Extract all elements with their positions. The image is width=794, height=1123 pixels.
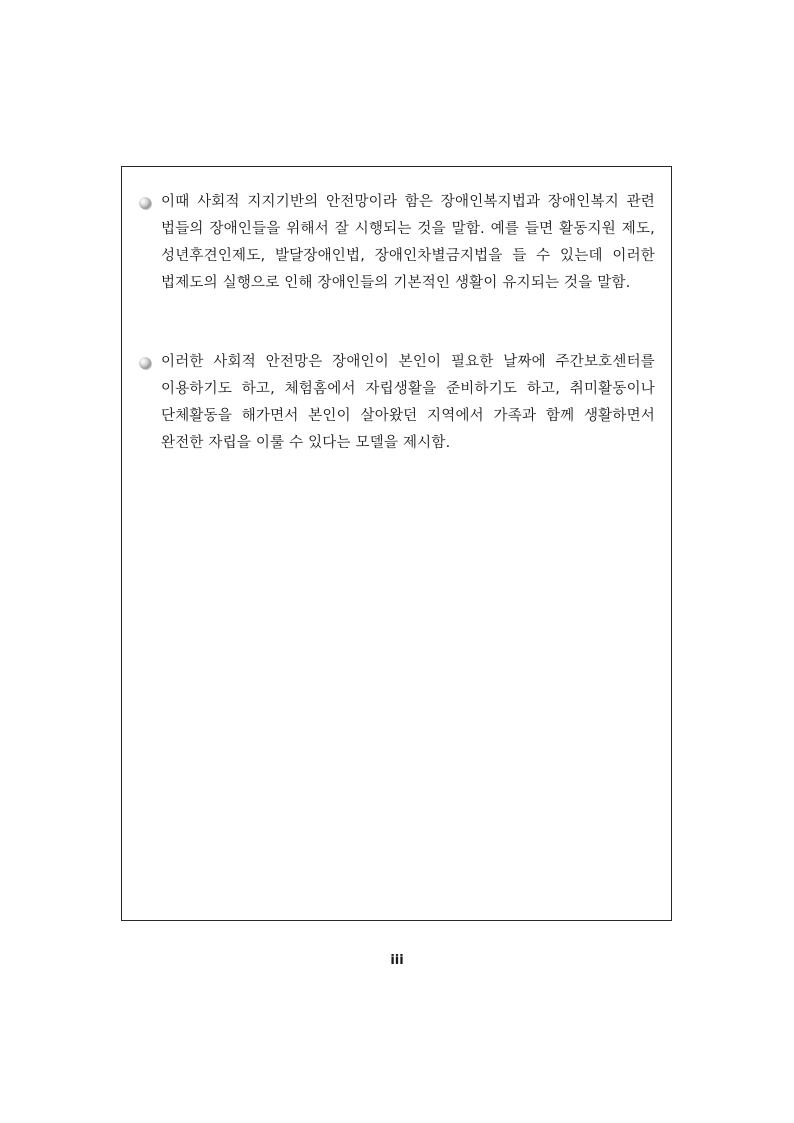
bullet-item [139,189,655,297]
paragraph-text: 이때 사회적 지지기반의 안전망이라 함은 장애인복지법과 장애인복지 관련 법들의 장애인들을 위해서 잘 시행되는 것을 말함. 예를 들면 활동지원 제도, 성년후견인제도, 발달장애인법, 장애인차별금지법을 들 수 있는데 이러한 법제도의 실행으로 인해 장애인들의 기본적인 생활이 유지되는 것을 말함. [161,194,655,291]
page-number: iii [390,953,404,968]
sphere-bullet-icon [139,197,151,209]
paragraph-text: 이러한 사회적 안전망은 장애인이 본인이 필요한 날짜에 주간보호센터를 이용하기도 하고, 체험홈에서 자립생활을 준비하기도 하고, 취미활동이나 단체활동을 해가면서 본인이 살아왔던 지역에서 가족과 함께 생활하면서 완전한 자립을 이룰 수 있다는 모델을 제시함. [161,354,655,451]
bullet-item [139,349,655,457]
content-box [121,166,672,921]
sphere-bullet-icon [139,357,151,369]
